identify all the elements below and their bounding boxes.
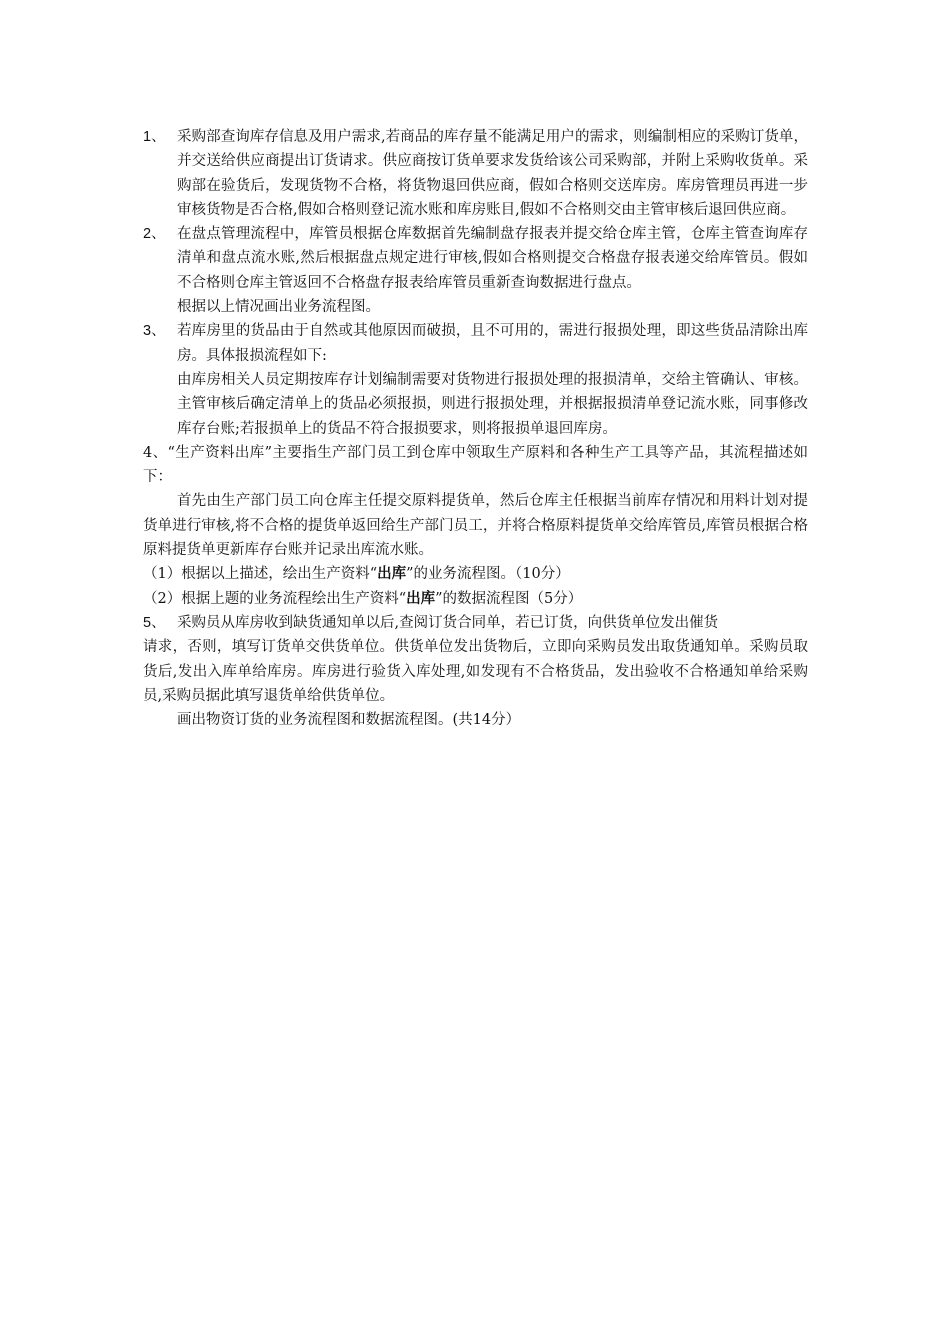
question-5-text-first: 采购员从库房收到缺货通知单以后,查阅订货合同单，若已订货，向供货单位发出催货 xyxy=(177,614,719,631)
question-4-sub-2-pre: （2）根据上题的业务流程绘出生产资料“ xyxy=(143,590,407,607)
question-3-detail: 由库房相关人员定期按库存计划编制需要对货物进行报损处理的报损清单，交给主管确认、审核。主管审核后确定清单上的货品必须报损，则进行报损处理，并根据报损清单登记流水账，同事修改库存台账;若报损单上的货品不符合报损要求，则将报损单退回库房。 xyxy=(177,371,808,437)
question-5-first-line xyxy=(143,611,808,635)
question-4-sub-1-pre: （1）根据以上描述，绘出生产资料“ xyxy=(143,566,378,583)
question-3 xyxy=(143,319,808,440)
question-4-sub-2-bold: 出库 xyxy=(406,590,436,607)
question-1-number: 1、 xyxy=(143,129,166,145)
question-2-number: 2、 xyxy=(143,226,166,243)
question-5-text-rest: 请求，否则，填写订货单交供货单位。供货单位发出货物后，立即向采购员发出取货通知单。采购员取货后,发出入库单给库房。库房进行验货入库处理,如发现有不合格货品，发出验收不合格通知单给采购员,采购员据此填写退货单给供货单位。 xyxy=(143,639,808,704)
question-1-text: 采购部查询库存信息及用户需求,若商品的库存量不能满足用户的需求，则编制相应的采购订货单，并交送给供应商提出订货请求。供应商按订货单要求发货给该公司采购部，并附上采购收货单。采购部在验货后，发现货物不合格，将货物退回供应商，假如合格则交送库房。库房管理员再进一步审核货物是否合格,假如合格则登记流水账和库房账目,假如不合格则交由主管审核后退回供应商。 xyxy=(177,129,808,218)
question-3-text: 若库房里的货品由于自然或其他原因而破损，且不可用的，需进行报损处理，即这些货品清除出库房。具体报损流程如下: xyxy=(177,323,808,364)
question-1 xyxy=(143,125,808,222)
question-5-number: 5、 xyxy=(143,614,166,631)
question-3-number: 3、 xyxy=(143,323,166,340)
question-5 xyxy=(143,611,808,732)
question-4-sub-1-bold: 出库 xyxy=(377,566,407,583)
question-2-note: 根据以上情况画出业务流程图。 xyxy=(177,299,380,316)
question-5-note: 画出物资订货的业务流程图和数据流程图。(共14分） xyxy=(177,712,521,729)
question-2 xyxy=(143,222,808,319)
question-4-sub-2-post: ”的数据流程图（5分） xyxy=(435,590,583,607)
question-2-text: 在盘点管理流程中，库管员根据仓库数据首先编制盘存报表并提交给仓库主管，仓库主管查询库存清单和盘点流水账,然后根据盘点规定进行审核,假如合格则提交合格盘存报表递交给库管员。假如不合格则仓库主管返回不合格盘存报表给库管员重新查询数据进行盘点。 xyxy=(177,226,808,291)
document-content xyxy=(143,125,808,732)
question-4-sub-2 xyxy=(143,587,808,611)
question-4-intro: 4、“生产资料出库”主要指生产部门员工到仓库中领取生产原料和各种生产工具等产品，其流程描述如下： xyxy=(143,444,808,486)
question-4-body: 首先由生产部门员工向仓库主任提交原料提货单，然后仓库主任根据当前库存情况和用料计划对提货单进行审核,将不合格的提货单返回给生产部门员工，并将合格原料提货单交给库管员,库管员根据合格原料提货单更新库存台账并记录出库流水账。 xyxy=(143,493,808,559)
question-4-sub-1-post: ”的业务流程图。（10分） xyxy=(406,566,570,583)
question-4-sub-1 xyxy=(143,562,808,586)
